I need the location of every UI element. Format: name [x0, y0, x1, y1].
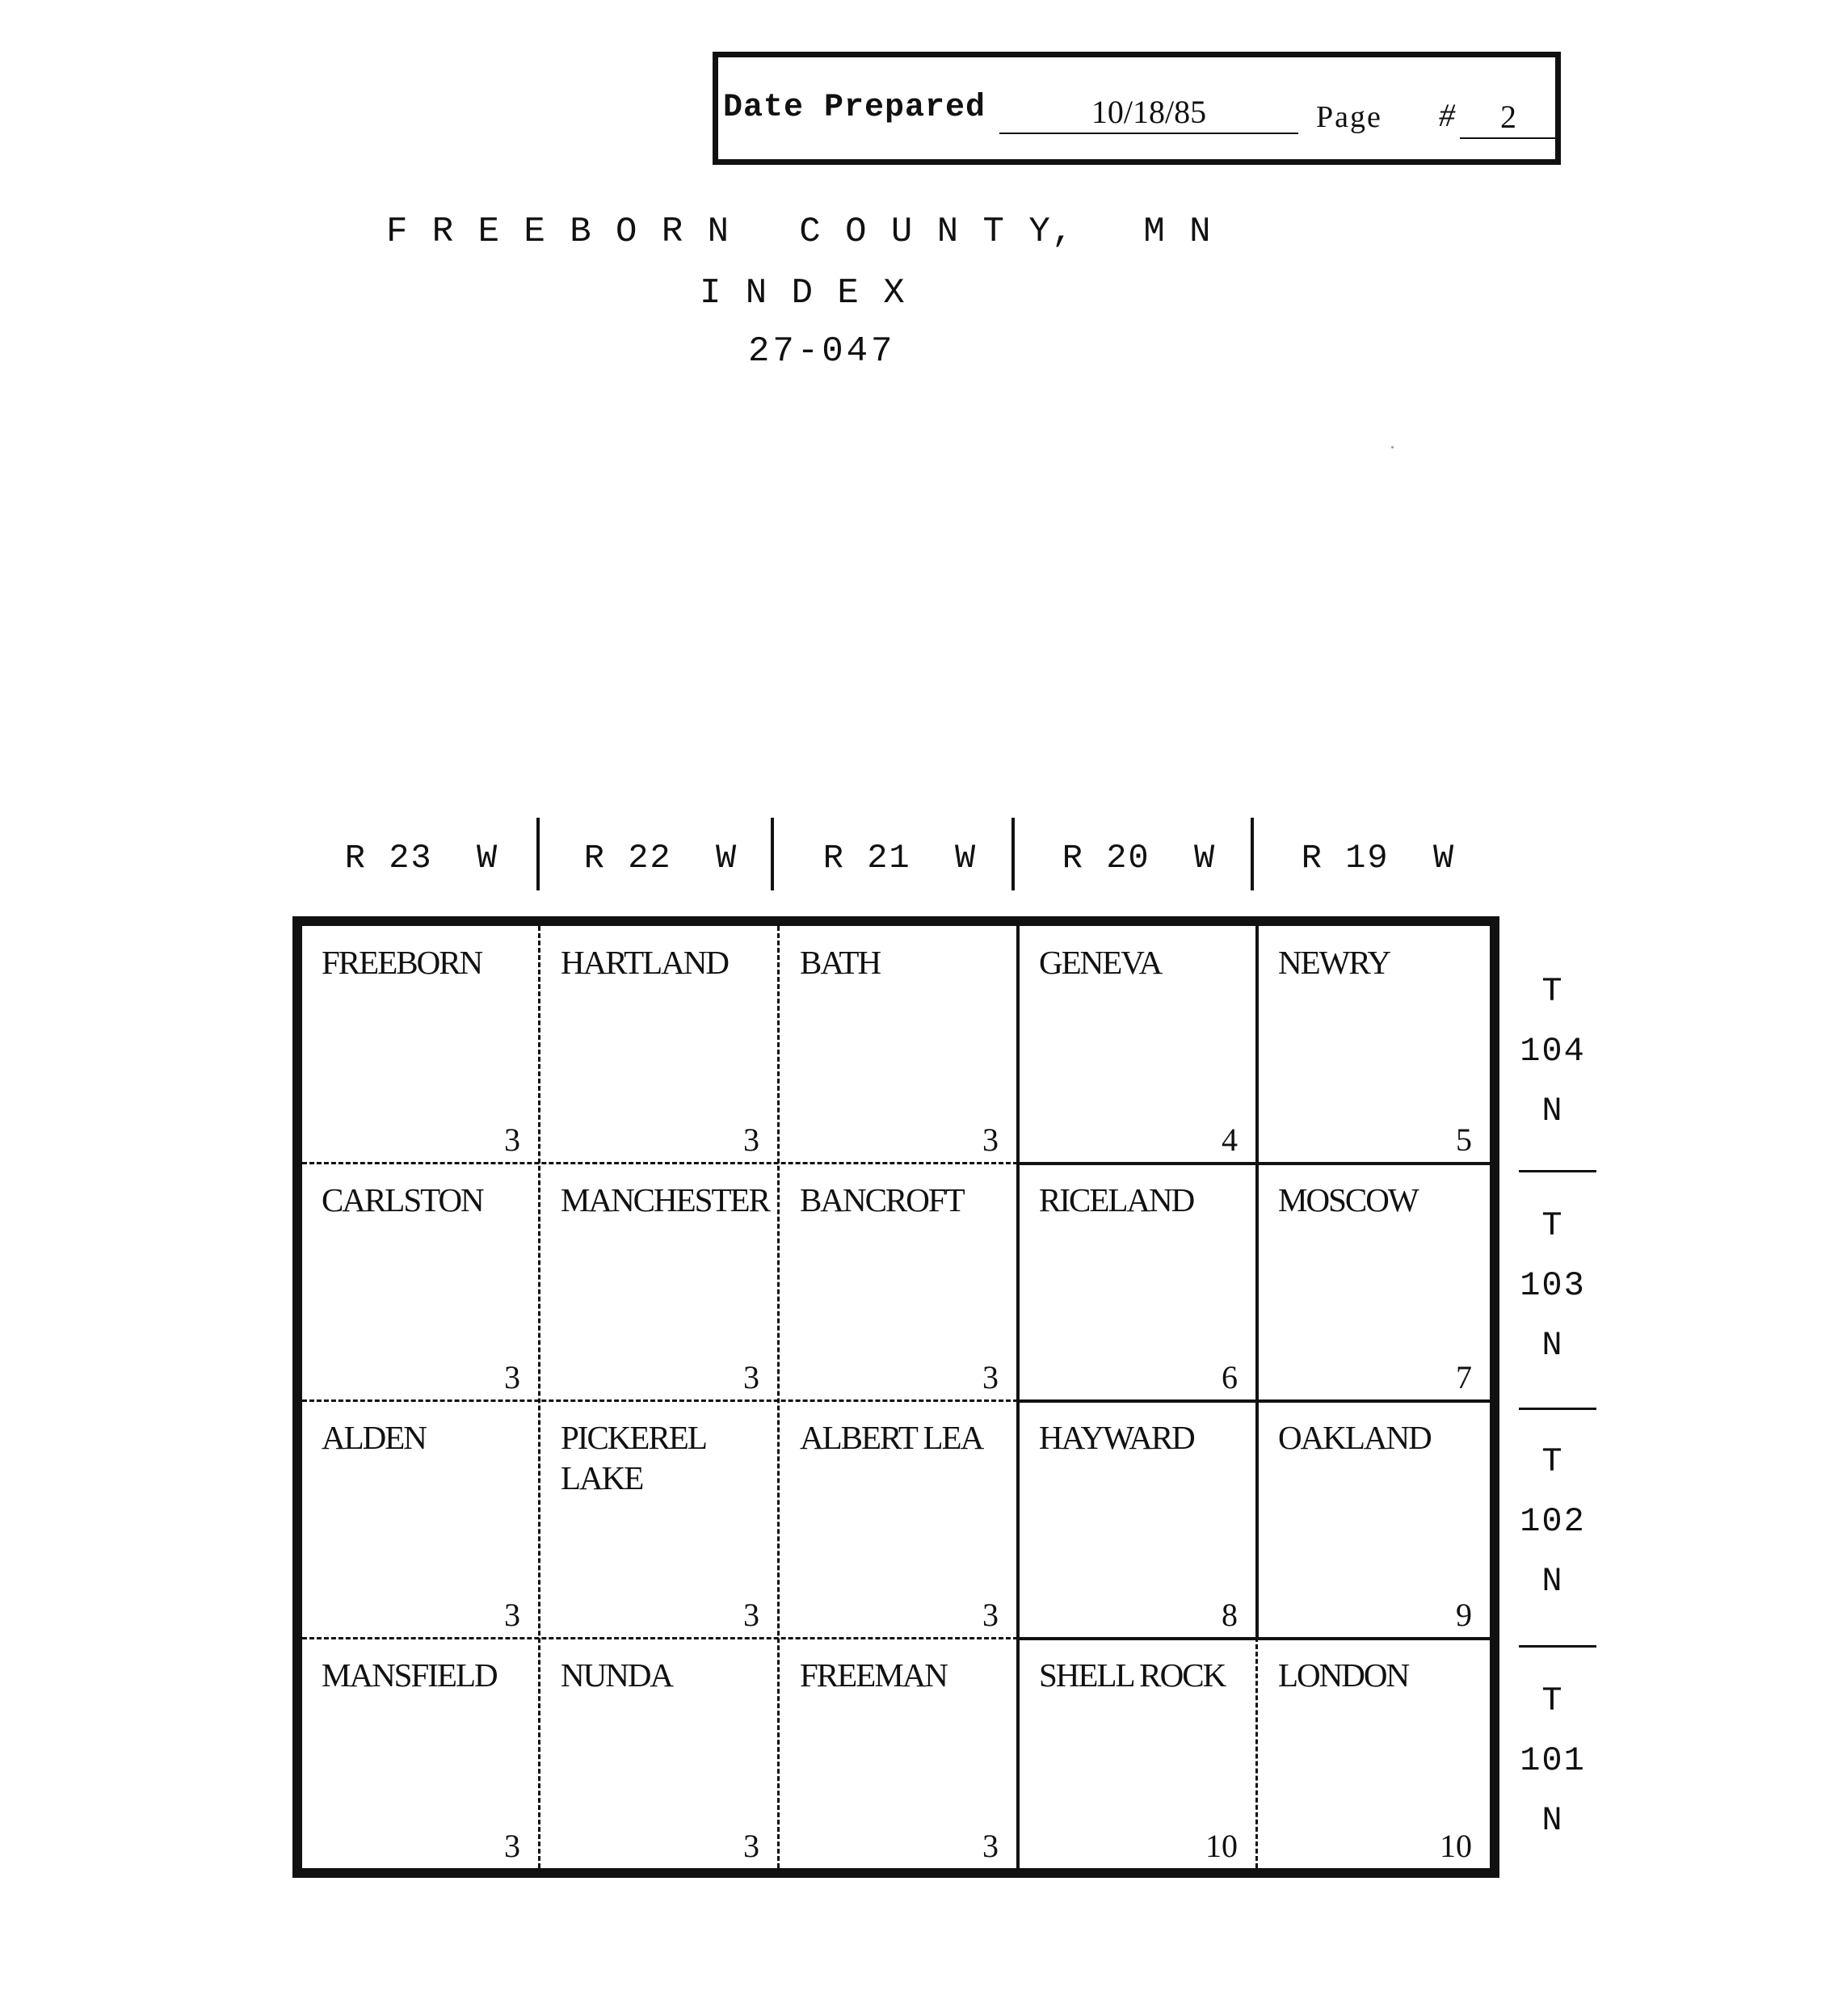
township-name: NUNDA — [561, 1656, 673, 1694]
township-name: FREEMAN — [800, 1656, 947, 1694]
range-divider — [1011, 818, 1015, 890]
township-cell[interactable] — [780, 1401, 1016, 1637]
section-divider-dashed — [538, 926, 540, 1868]
township-cell[interactable] — [780, 1639, 1016, 1868]
township-cell[interactable] — [302, 1639, 538, 1868]
township-page-number: 4 — [1222, 1122, 1238, 1158]
township-label-number: 103 — [1520, 1266, 1586, 1305]
township-page-number: 7 — [1456, 1359, 1472, 1395]
range-header-r23w: R 23 W — [344, 839, 499, 878]
county-code: 27-047 — [748, 331, 896, 372]
township-label-n: N — [1541, 1092, 1564, 1130]
index-title: I N D E X — [700, 273, 906, 314]
township-label-t: T — [1541, 1206, 1564, 1245]
township-label-n: N — [1541, 1326, 1564, 1365]
township-page-number: 5 — [1456, 1122, 1472, 1158]
township-cell[interactable] — [1259, 926, 1490, 1162]
township-page-number: 3 — [743, 1828, 759, 1864]
township-label-t: T — [1541, 972, 1564, 1011]
township-page-number: 3 — [982, 1828, 999, 1864]
township-name: RICELAND — [1039, 1181, 1194, 1218]
township-label-number: 104 — [1520, 1032, 1586, 1071]
township-name: LONDON — [1278, 1656, 1409, 1694]
township-separator — [1519, 1408, 1596, 1410]
township-cell[interactable] — [302, 1401, 538, 1637]
township-cell[interactable] — [1020, 926, 1255, 1162]
township-separator — [1519, 1645, 1596, 1648]
township-label-number: 101 — [1520, 1741, 1586, 1780]
township-page-number: 3 — [504, 1122, 520, 1158]
township-label-t102n — [1512, 1432, 1593, 1611]
township-name: NEWRY — [1278, 944, 1390, 981]
township-cell[interactable] — [541, 1401, 777, 1637]
township-separator — [1519, 1170, 1596, 1172]
township-name: OAKLAND — [1278, 1419, 1431, 1456]
stray-mark — [1391, 446, 1394, 448]
township-label-t: T — [1541, 1681, 1564, 1720]
township-page-number: 10 — [1205, 1828, 1238, 1864]
township-name: ALBERT LEA — [800, 1419, 983, 1456]
section-divider-dashed — [777, 926, 780, 1868]
township-page-number: 3 — [743, 1122, 759, 1158]
page-number: 2 — [1460, 98, 1557, 139]
township-page-number: 3 — [982, 1122, 999, 1158]
township-label-t104n — [1512, 962, 1593, 1141]
township-cell[interactable] — [541, 1639, 777, 1868]
range-divider — [1251, 818, 1254, 890]
township-page-number: 8 — [1222, 1597, 1238, 1633]
township-name: ALDEN — [322, 1419, 426, 1456]
county-title: F R E E B O R N C O U N T Y, M N — [386, 212, 1213, 252]
date-prepared-value: 10/18/85 — [999, 93, 1298, 134]
township-cell[interactable] — [1259, 1639, 1490, 1868]
township-label-t101n — [1512, 1671, 1593, 1850]
township-label-number: 102 — [1520, 1502, 1586, 1541]
township-label-t: T — [1541, 1442, 1564, 1481]
township-name: BATH — [800, 944, 881, 981]
township-page-number: 6 — [1222, 1359, 1238, 1395]
range-header-r22w: R 22 W — [583, 839, 738, 878]
township-page-number: 3 — [743, 1597, 759, 1633]
township-cell[interactable] — [1020, 1401, 1255, 1637]
page-hash: # — [1439, 97, 1455, 133]
township-page-number: 9 — [1456, 1597, 1472, 1633]
township-name: GENEVA — [1039, 944, 1162, 981]
township-name: FREEBORN — [322, 944, 482, 981]
township-cell[interactable] — [1020, 1164, 1255, 1399]
range-divider — [771, 818, 774, 890]
township-label-n: N — [1541, 1801, 1564, 1840]
page-label: Page — [1316, 100, 1382, 134]
township-cell[interactable] — [1020, 1639, 1255, 1868]
township-page-number: 3 — [504, 1828, 520, 1864]
township-label-t103n — [1512, 1196, 1593, 1375]
township-cell[interactable] — [1259, 1401, 1490, 1637]
township-page-number: 3 — [504, 1597, 520, 1633]
township-name: BANCROFT — [800, 1181, 964, 1218]
township-name: PICKEREL LAKE — [561, 1419, 706, 1496]
township-index-map — [292, 916, 1499, 1878]
township-cell[interactable] — [780, 926, 1016, 1162]
township-cell[interactable] — [780, 1164, 1016, 1399]
township-name: HAYWARD — [1039, 1419, 1194, 1456]
township-name: MANCHESTER — [561, 1181, 769, 1218]
range-header-r19w: R 19 W — [1301, 839, 1456, 878]
date-prepared-box — [713, 52, 1561, 165]
township-name: HARTLAND — [561, 944, 729, 981]
range-header-r20w: R 20 W — [1062, 839, 1217, 878]
township-name: MANSFIELD — [322, 1656, 497, 1694]
date-prepared-label: Date Prepared — [723, 90, 986, 126]
township-cell[interactable] — [541, 1164, 777, 1399]
township-page-number: 3 — [504, 1359, 520, 1395]
township-name: MOSCOW — [1278, 1181, 1418, 1218]
range-divider — [536, 818, 540, 890]
township-cell[interactable] — [1259, 1164, 1490, 1399]
township-page-number: 3 — [982, 1597, 999, 1633]
township-page-number: 3 — [982, 1359, 999, 1395]
township-cell[interactable] — [541, 926, 777, 1162]
township-label-n: N — [1541, 1562, 1564, 1601]
township-cell[interactable] — [302, 1164, 538, 1399]
township-name: SHELL ROCK — [1039, 1656, 1226, 1694]
township-page-number: 10 — [1440, 1828, 1472, 1864]
range-header-r21w: R 21 W — [822, 839, 978, 878]
township-name: CARLSTON — [322, 1181, 483, 1218]
township-cell[interactable] — [302, 926, 538, 1162]
township-page-number: 3 — [743, 1359, 759, 1395]
